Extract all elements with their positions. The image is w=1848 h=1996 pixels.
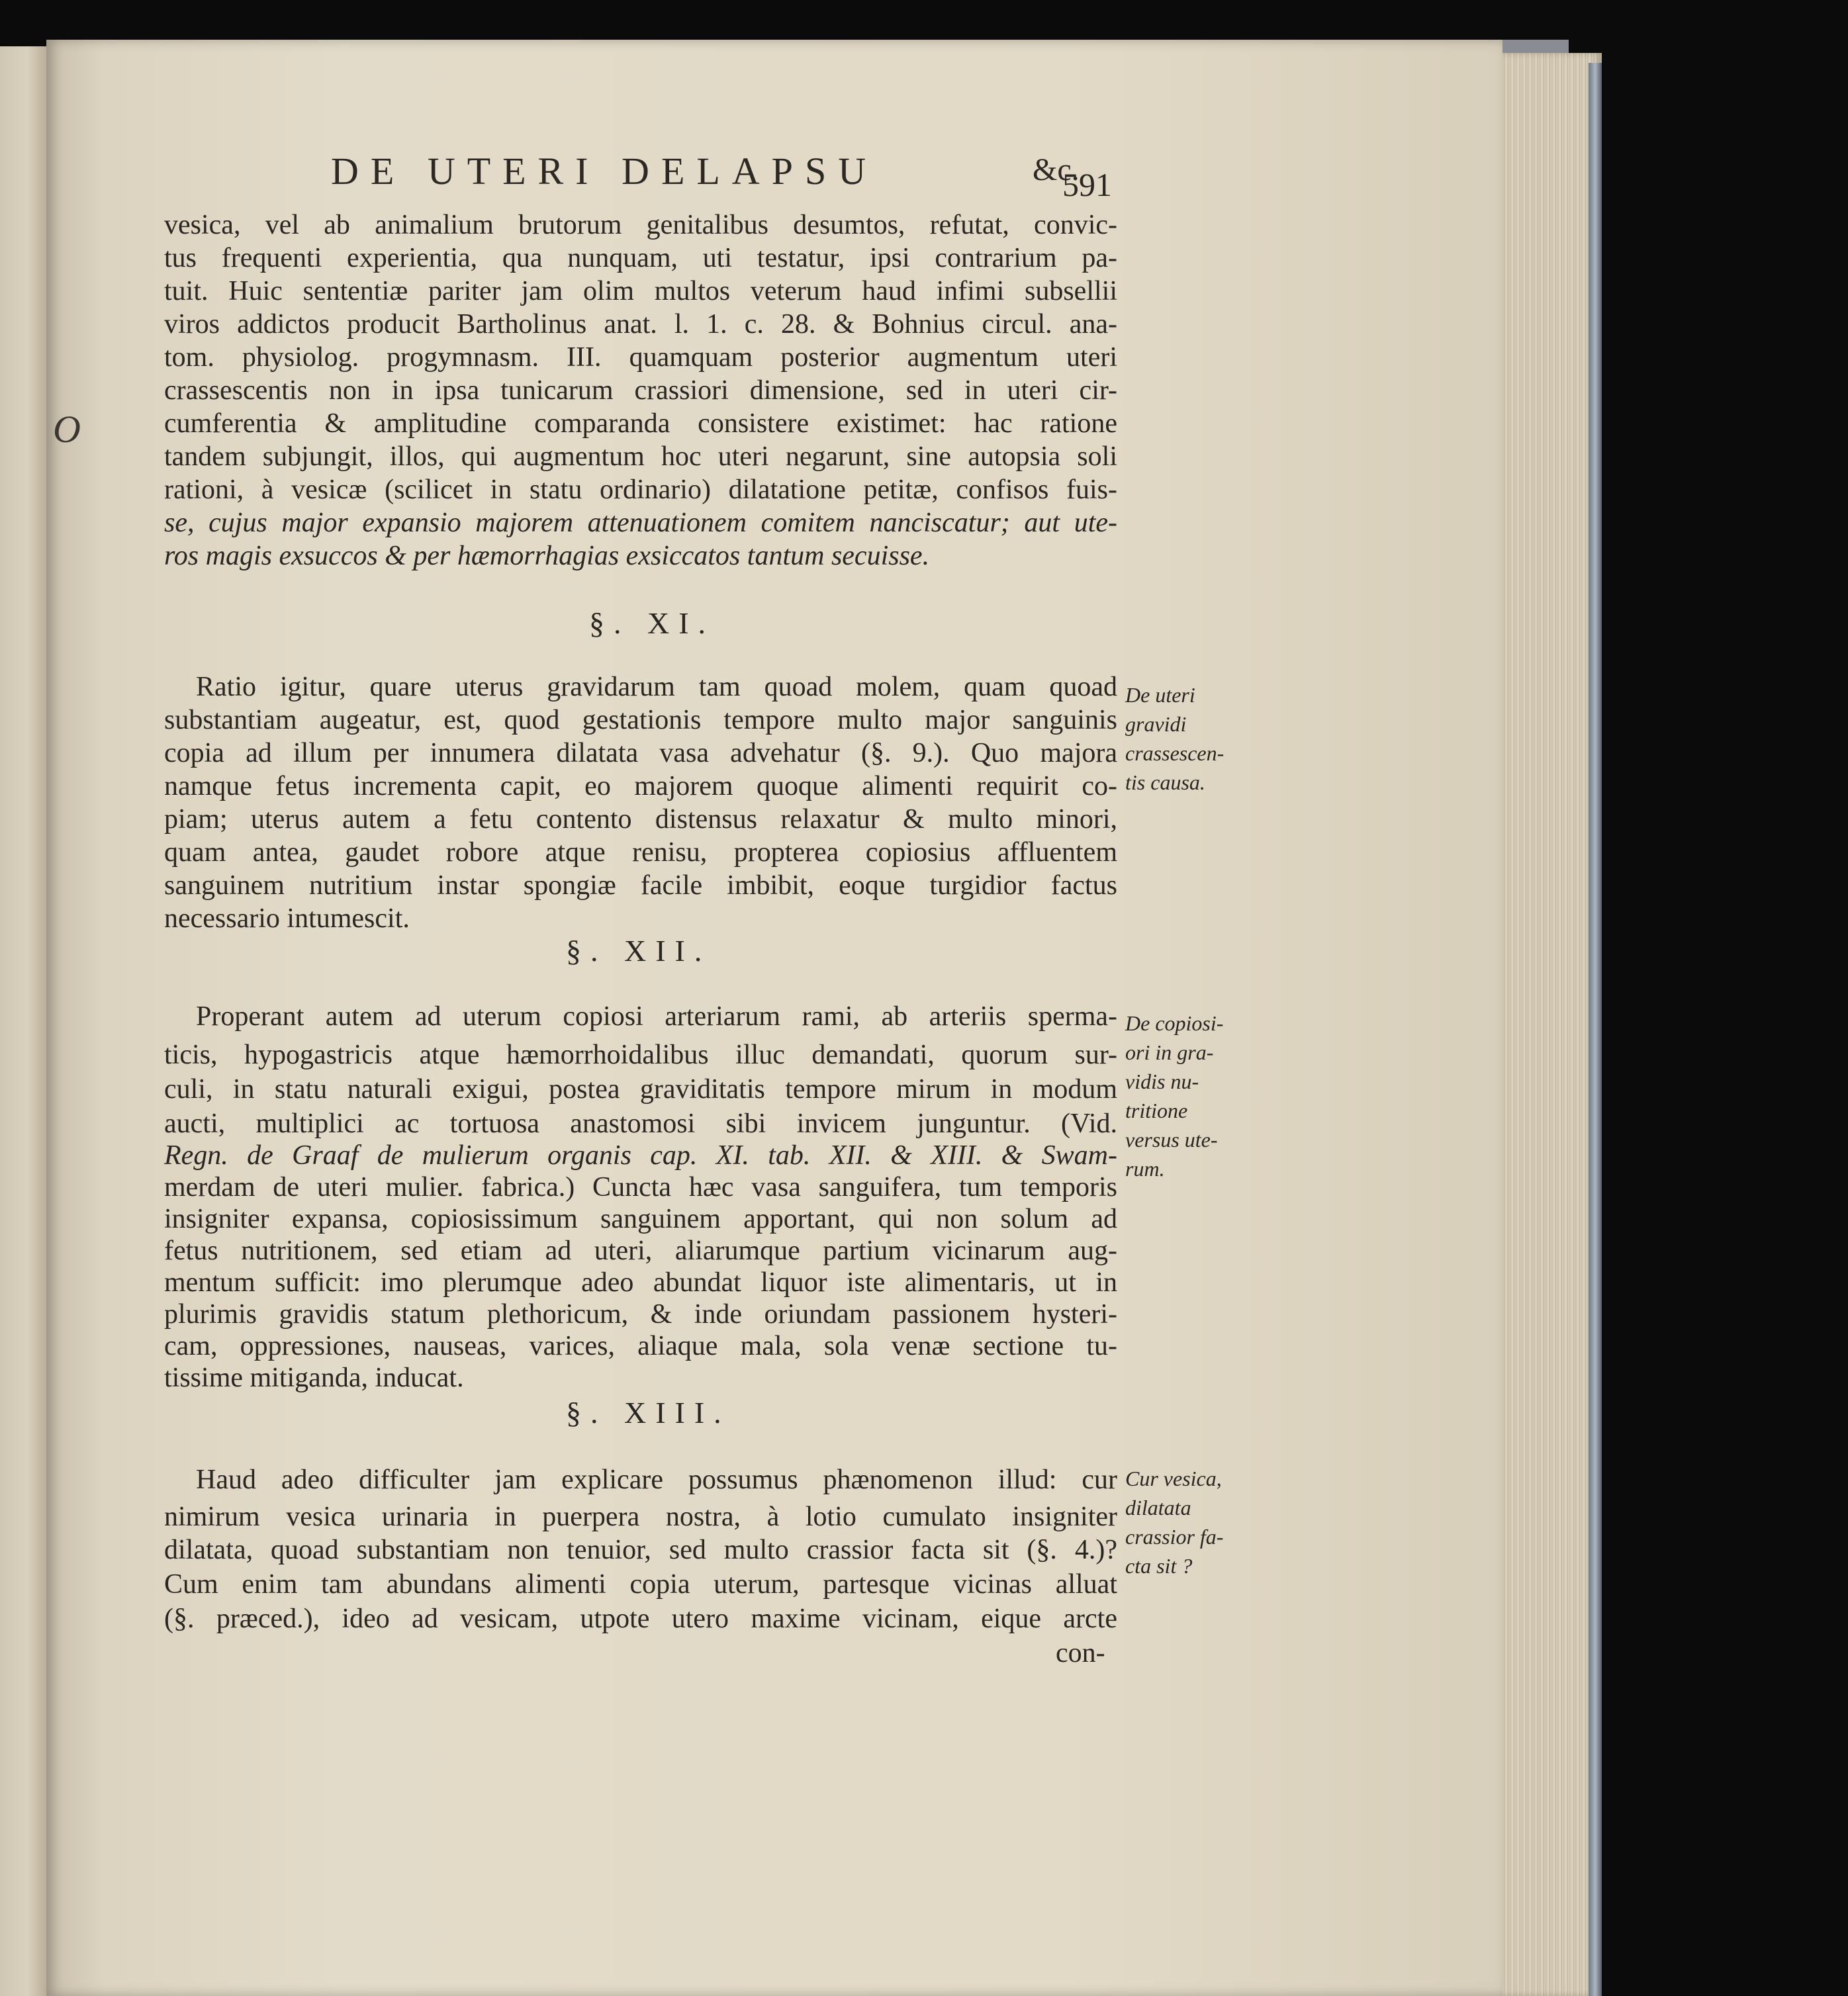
text-line: insigniter expansa, copiosissimum sanguinem apportant, qui non solum ad [164,1204,1117,1234]
text-line: dilatata, quoad substantiam non tenuior, sed multo crassior facta sit (§. 4.)? [164,1535,1117,1565]
text-line: se, cujus major expansio majorem attenuationem comitem nanciscatur; aut ute- [164,508,1117,538]
marginal-note-line: gravidi [1125,712,1187,736]
text-line: ros magis exsuccos & per hæmorrhagias exsiccatos tantum secuisse. [164,541,930,571]
text-line: tissime mitiganda, inducat. [164,1363,464,1393]
text-line: crassescentis non in ipsa tunicarum crassiori dimensione, sed in uteri cir- [164,375,1117,406]
text-line: plurimis gravidis statum plethoricum, & inde oriundam passionem hysteri- [164,1299,1117,1330]
text-line: tandem subjungit, illos, qui augmentum hoc uteri negarunt, sine autopsia soli [164,441,1117,472]
text-line: cumferentia & amplitudine comparanda consistere existimet: hac ratione [164,408,1117,439]
marginal-note-line: rum. [1125,1157,1165,1181]
text-line: necessario intumescit. [164,903,410,934]
text-line: tus frequenti experientia, qua nunquam, uti testatur, ipsi contrarium pa- [164,243,1117,273]
text-line: tuit. Huic sententiæ pariter jam olim multos veterum haud infimi subsellii [164,276,1117,306]
text-line: tom. physiolog. progymnasm. III. quamquam posterior augmentum uteri [164,342,1117,373]
running-header [331,149,1125,195]
text-line: sanguinem nutritium instar spongiæ facile imbibit, eoque turgidior factus [164,870,1117,901]
marginal-note-line: versus ute- [1125,1128,1218,1152]
text-line: culi, in statu naturali exigui, postea graviditatis tempore mirum in modum [164,1074,1117,1105]
facing-page-edge [0,46,46,1996]
text-line: vesica, vel ab animalium brutorum genitalibus desumtos, refutat, convic- [164,210,1117,240]
text-line: aucti, multiplici ac tortuosa anastomosi sibi invicem junguntur. (Vid. [164,1109,1117,1139]
marginal-note-line: De copiosi- [1125,1011,1224,1035]
text-line: piam; uterus autem a fetu contento distensus relaxatur & multo minori, [164,804,1117,835]
text-line: Properant autem ad uterum copiosi arteriarum rami, ab arteriis sperma- [196,1001,1117,1032]
page-number: 591 [1062,166,1112,203]
marginal-note [1125,1464,1258,1580]
text-line: Ratio igitur, quare uterus gravidarum tam quoad molem, quam quoad [196,672,1117,702]
running-title-suffix: &c. [1033,152,1080,187]
running-title: DE UTERI DELAPSU [331,150,878,193]
text-line: cam, oppressiones, nauseas, varices, aliaque mala, sola venæ sectione tu- [164,1331,1117,1361]
marginal-note-line: Cur vesica, [1125,1467,1222,1490]
text-line: substantiam augeatur, est, quod gestationis tempore multo major sanguinis [164,705,1117,735]
text-line: ticis, hypogastricis atque hæmorrhoidalibus illuc demandati, quorum sur- [164,1040,1117,1070]
text-line: mentum sufficit: imo plerumque adeo abundat liquor iste alimentaris, ut in [164,1267,1117,1298]
section-heading: §. XI. [589,606,716,640]
page-fore-edge [1502,53,1602,1996]
marginal-note-line: vidis nu- [1125,1069,1199,1093]
marginal-note-line: dilatata [1125,1496,1191,1520]
text-line: namque fetus incrementa capit, eo majorem quoque alimenti requirit co- [164,771,1117,801]
text-line: merdam de uteri mulier. fabrica.) Cuncta hæc vasa sanguifera, tum temporis [164,1172,1117,1202]
text-line: Regn. de Graaf de mulierum organis cap. XI. tab. XII. & XIII. & Swam- [164,1140,1117,1171]
marginal-note-line: crassescen- [1125,741,1224,765]
section-heading: §. XIII. [566,1396,731,1429]
text-line: quam antea, gaudet robore atque renisu, propterea copiosius affluentem [164,837,1117,868]
text-line: Haud adeo difficulter jam explicare possumus phænomenon illud: cur [196,1465,1117,1495]
marginal-note-line: ori in gra- [1125,1040,1214,1064]
marginal-note [1125,680,1258,797]
marginal-note-line: tis causa. [1125,770,1205,794]
catchword: con- [1056,1638,1105,1668]
text-line: (§. præced.), ideo ad vesicam, utpote utero maxime vicinam, eique arcte [164,1604,1117,1634]
text-line: nimirum vesica urinaria in puerpera nostra, à lotio cumulato insigniter [164,1502,1117,1532]
text-line: Cum enim tam abundans alimenti copia uterum, partesque vicinas alluat [164,1569,1117,1600]
marginal-note-line: De uteri [1125,683,1195,707]
text-line: rationi, à vesicæ (scilicet in statu ordinario) dilatatione petitæ, confisos fuis- [164,475,1117,505]
marginal-note-line: tritione [1125,1099,1188,1122]
text-line: copia ad illum per innumera dilatata vasa advehatur (§. 9.). Quo majora [164,738,1117,768]
text-line: viros addictos producit Bartholinus anat. l. 1. c. 28. & Bohnius circul. ana- [164,309,1117,340]
section-heading: §. XII. [566,934,712,968]
book-cover-edge [1589,63,1602,1996]
marginal-note-line: crassior fa- [1125,1525,1224,1549]
marginal-note [1125,1009,1258,1183]
marginal-note-line: cta sit ? [1125,1554,1193,1578]
margin-mark: O [53,408,81,451]
text-line: fetus nutritionem, sed etiam ad uteri, aliarumque partium vicinarum aug- [164,1236,1117,1266]
